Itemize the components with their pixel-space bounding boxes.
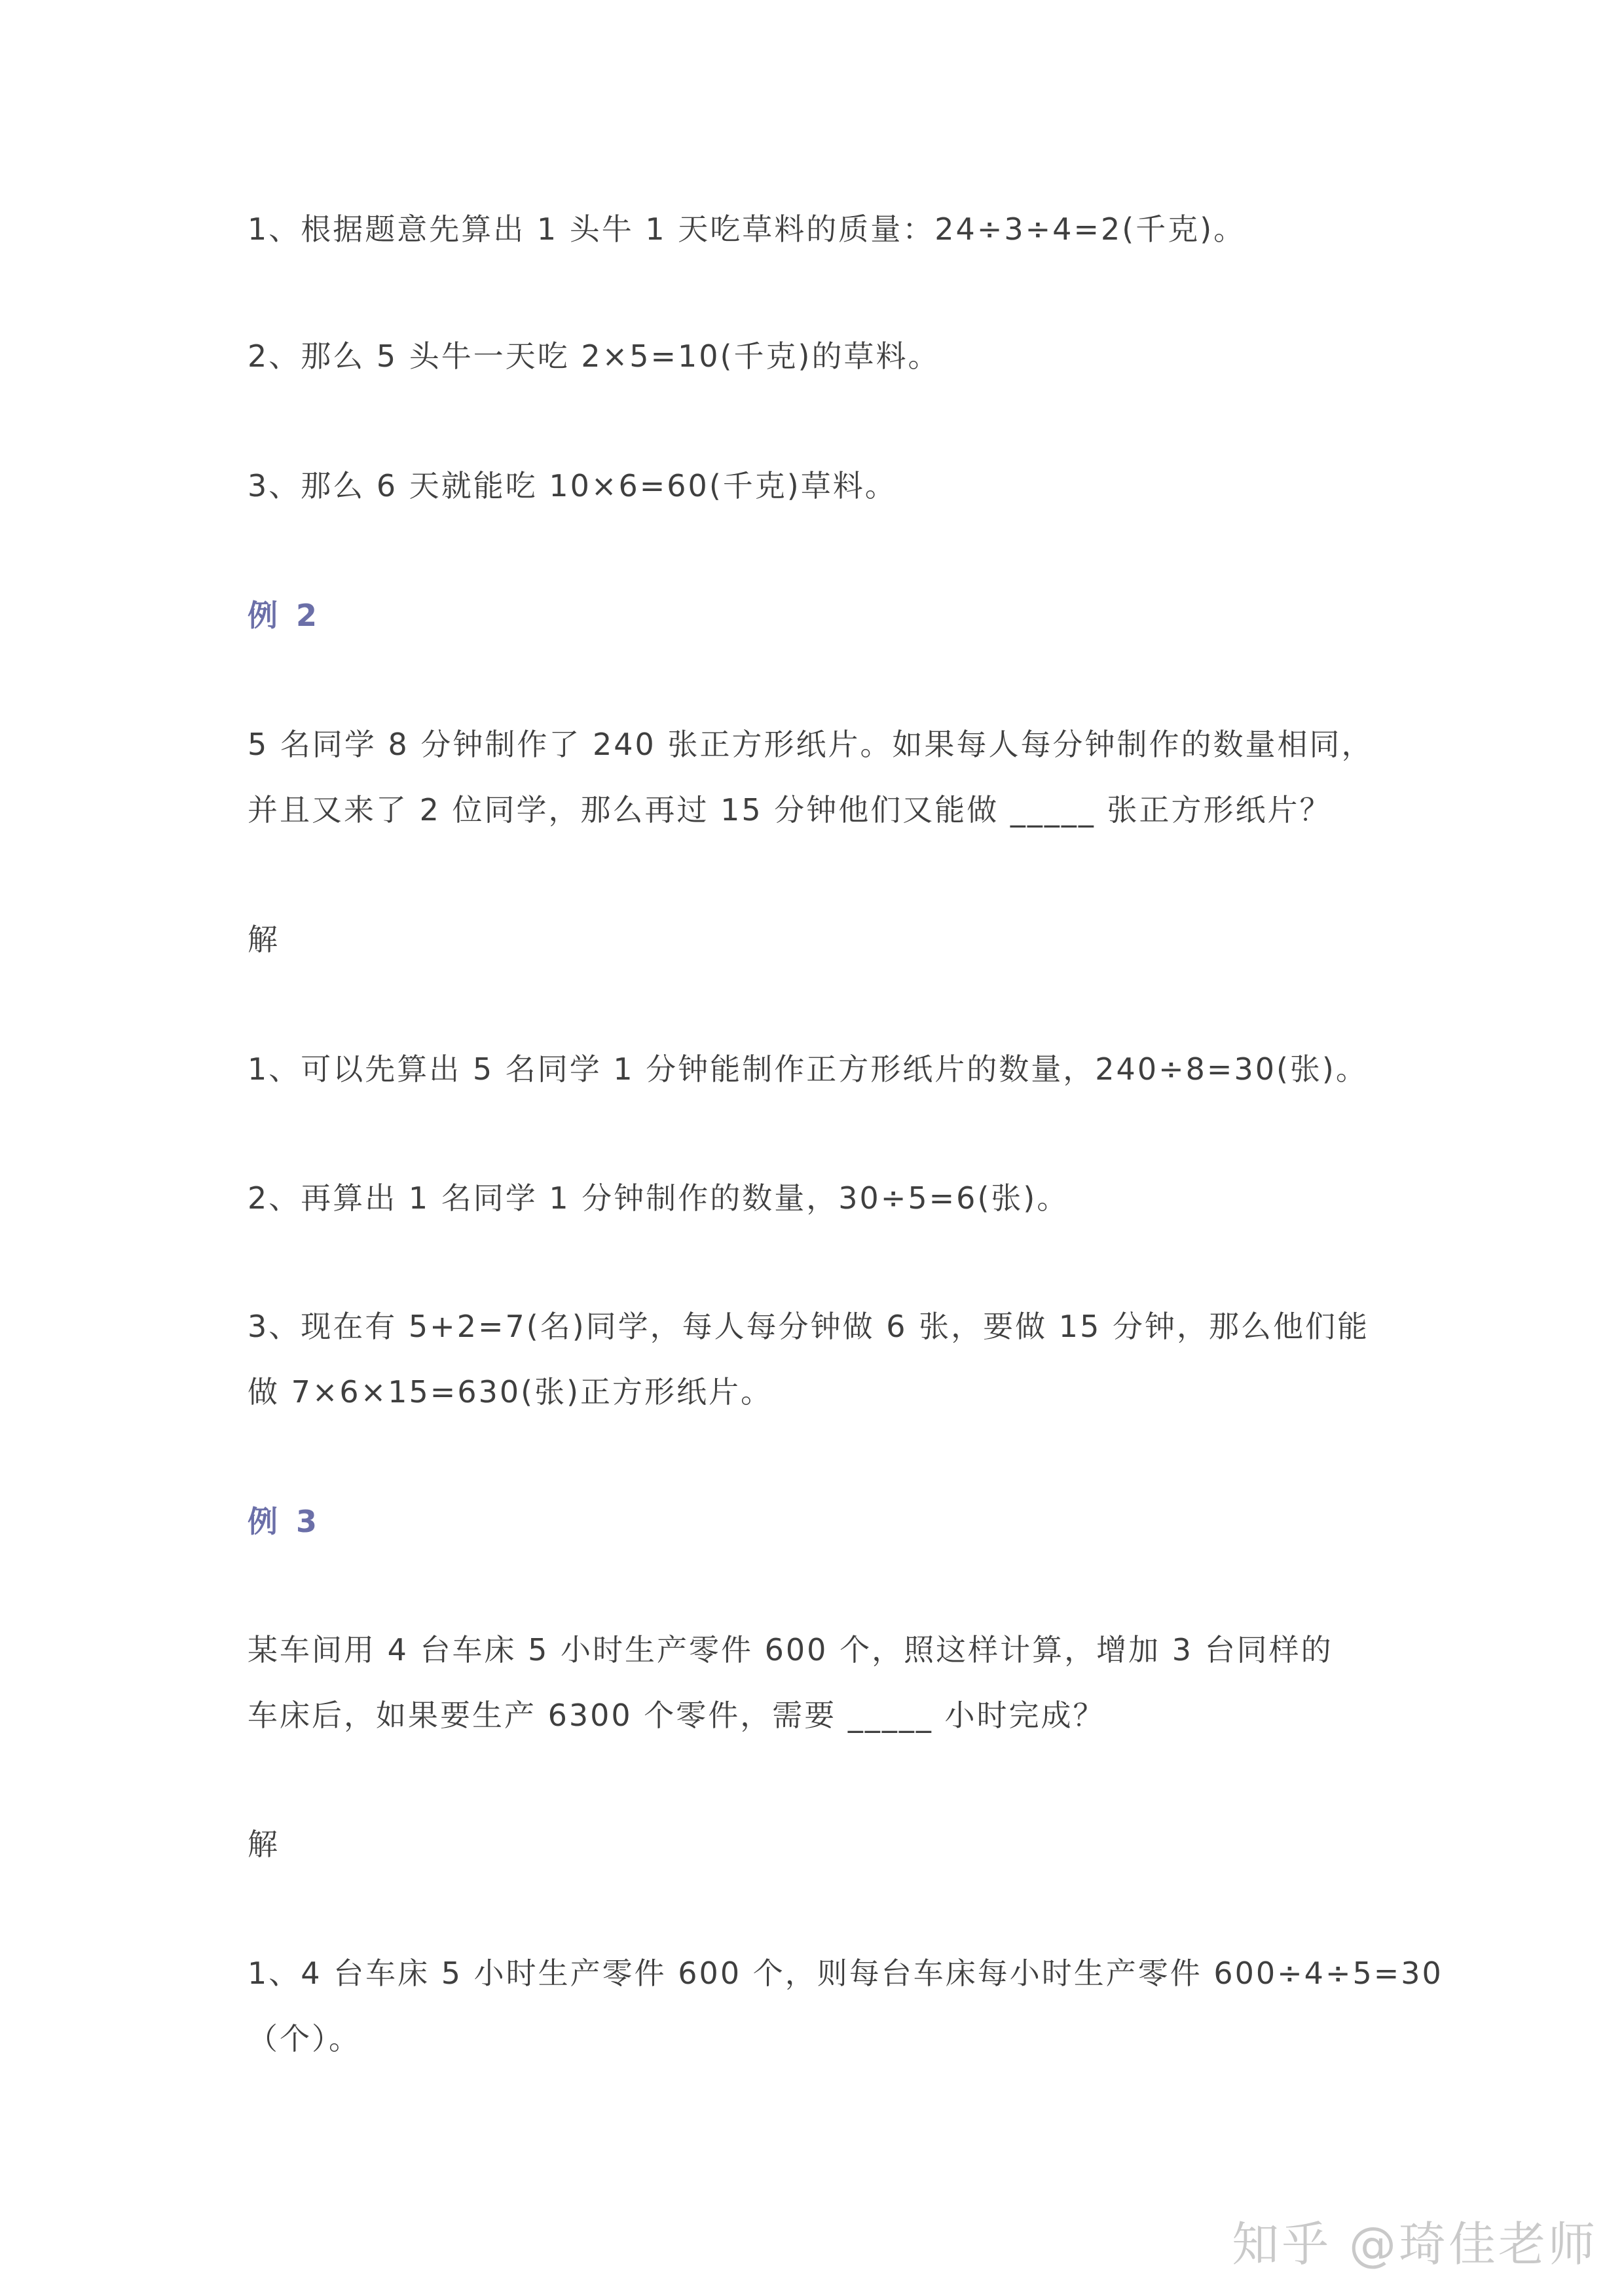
step-1-text: 1、根据题意先算出 1 头牛 1 天吃草料的质量：24÷3÷4=2(千克)。 (248, 211, 1246, 247)
example-2-heading: 例 2 (248, 598, 322, 633)
example-3-solution-label: 解 (248, 1827, 280, 1862)
example-3-question-line-1: 某车间用 4 台车床 5 小时生产零件 600 个，照这样计算，增加 3 台同样的 (248, 1632, 1333, 1667)
example-2-step-3-line-1: 3、现在有 5+2=7(名)同学，每人每分钟做 6 张，要做 15 分钟，那么他们能 (248, 1309, 1369, 1344)
example-2-step-1: 1、可以先算出 5 名同学 1 分钟能制作正方形纸片的数量，240÷8=30(张)。 (248, 1051, 1368, 1087)
example-3-question-line-2: 车床后，如果要生产 6300 个零件，需要 _____ 小时完成？ (248, 1698, 1105, 1733)
zhihu-watermark: 知乎 @琦佳老师 (1232, 2217, 1598, 2272)
example-2-step-3-line-2: 做 7×6×15=630(张)正方形纸片。 (248, 1374, 773, 1410)
example-2-solution-label: 解 (248, 922, 280, 957)
example-3-heading: 例 3 (248, 1504, 322, 1539)
example-3-step-1-line-2: （个）。 (248, 2021, 361, 2056)
example-2-step-2: 2、再算出 1 名同学 1 分钟制作的数量，30÷5=6(张)。 (248, 1180, 1069, 1216)
example-3-step-1-line-1: 1、4 台车床 5 小时生产零件 600 个，则每台车床每小时生产零件 600÷4÷5=30 (248, 1956, 1443, 1991)
example-2-question-line-2: 并且又来了 2 位同学，那么再过 15 分钟他们又能做 _____ 张正方形纸片？ (248, 792, 1332, 828)
step-2-text: 2、那么 5 头牛一天吃 2×5=10(千克)的草料。 (248, 338, 940, 374)
example-2-question-line-1: 5 名同学 8 分钟制作了 240 张正方形纸片。如果每人每分钟制作的数量相同， (248, 727, 1374, 762)
step-3-text: 3、那么 6 天就能吃 10×6=60(千克)草料。 (248, 468, 897, 503)
